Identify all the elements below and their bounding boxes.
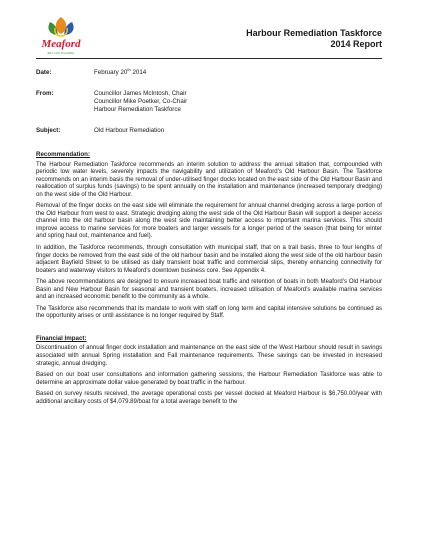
recommendation-heading: Recommendation: <box>36 151 90 158</box>
from-label: From: <box>36 90 54 97</box>
title-line-2: 2014 Report <box>330 39 382 49</box>
paragraph-7: Based on our boat user consultations and information gathering sessions, the Harbour Remediation Taskforce was able to determine an approximate dollar value generated by boat traffic in the harbour. <box>36 372 382 386</box>
from-line-1: Councillor James McIntosh, Chair <box>94 90 187 97</box>
paragraph-1: The Harbour Remediation Taskforce recommends an interim solution to address the annual siltation that, compounded with periodic low water levels, severely impacts the navigability and utilization of Meaford’s Old Harbour Basin. The Taskforce recommends on an interim basis the removal of under-utilised finger docks located on the east side of the Old Harbour Basin and reallocation of surplus funds (savings) to be spent annually on the installation and maintenance (increased temporary dredging) on the west side of the Old Harbour. <box>36 161 382 198</box>
date-value: February 20th 2014 <box>94 66 147 76</box>
from-value <box>94 90 187 114</box>
subject-label: Subject: <box>36 127 61 134</box>
from-line-2: Councillor Mike Poetker, Co-Chair <box>94 98 188 105</box>
paragraph-4: The above recommendations are designed to ensure increased boat traffic and retention of boats in both Meaford’s Old Harbour Basin and New Harbour Basin for seasonal and transient boaters, increased utilisation of Meaford’s available marina services and an increased economic benefit to the community as a whole. <box>36 279 382 301</box>
report-title <box>246 28 382 50</box>
paragraph-3: In addition, the Taskforce recommends, through consultation with municipal staff, that on a trail basis, three to four lengths of finger docks be removed from the east side of the old harbour basin and be installed along the west side of the old harbour basin adjacent Bayfield Street to be utilised as daily transient boat traffic and commercial slips, thereby enhancing connectivity for boaters and waterway visitors to Meaford’s downtown business core. See Appendix 4. <box>36 245 382 274</box>
title-line-1: Harbour Remediation Taskforce <box>246 28 382 38</box>
date-label: Date: <box>36 69 52 76</box>
logo-tagline: Rich with Possibility <box>47 51 75 55</box>
paragraph-6: Discontinuation of annual finger dock installation and maintenance on the east side of the West Harbour should result in savings associated with annual Spring installation and Fall maintenance requirements. These savings can be invested in increased strategic, annual dredging. <box>36 345 382 367</box>
logo-wordmark: Meaford <box>41 38 81 50</box>
meaford-logo <box>36 14 86 64</box>
paragraph-8: Based on survey results received, the average operational costs per vessel docked at Meaford Harbour is $6,750.00/year with additional ancillary costs of $4,079.89/boat for a total average benefit to the <box>36 391 382 405</box>
paragraph-2: Removal of the finger docks on the east side will eliminate the requirement for annual channel dredging across a large portion of the Old Harbour from west to east. Strategic dredging along the west side of the Old Harbour Basin will support a deeper access channel into the old harbour basin along the west side maintaining better access to important marina services. This should improve access to marine services for more boaters and larger vessels for a longer period of the season (that being for winter and spring haul out, maintenance and fuel). <box>36 203 382 240</box>
report-body <box>36 151 382 410</box>
financial-heading: Financial Impact: <box>36 334 87 342</box>
subject-value: Old Harbour Remediation <box>94 127 165 134</box>
paragraph-5: The Taskforce also recommends that its mandate to work with staff on long term and capital intensive solutions be continued as the opportunity arises or until assistance is no longer required by Staff. <box>36 305 382 320</box>
header-rule <box>36 58 382 59</box>
from-line-3: Harbour Remediation Taskforce <box>94 106 181 113</box>
